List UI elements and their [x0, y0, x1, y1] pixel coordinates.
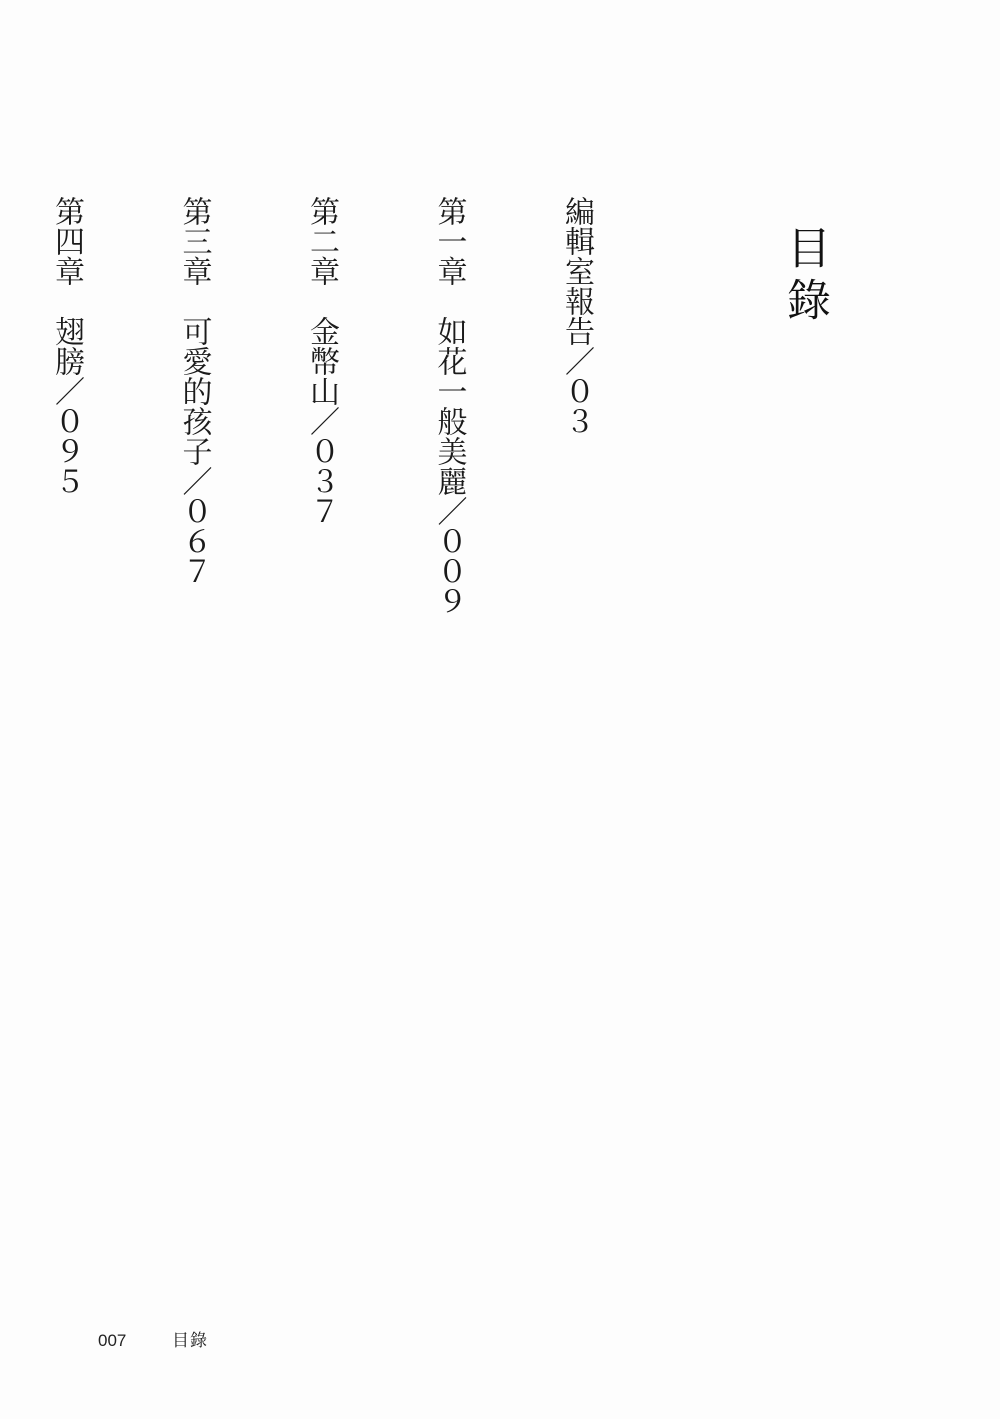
- separator: ／: [431, 496, 467, 526]
- toc-entry-page: ０３: [559, 376, 594, 436]
- page-number: 007: [98, 1331, 127, 1350]
- running-header-section: 目錄: [172, 1331, 208, 1350]
- toc-entry-label: 第三章 可愛的孩子: [176, 196, 212, 466]
- toc-entry: [555, 196, 598, 636]
- toc-entry: [427, 196, 470, 636]
- toc-entry: [300, 196, 343, 636]
- toc-list: [0, 196, 682, 636]
- page-title: 目錄: [779, 225, 830, 329]
- toc-entry: [45, 196, 88, 636]
- separator: ／: [176, 466, 212, 496]
- separator: ／: [559, 346, 594, 376]
- toc-entry-page: ０３７: [304, 436, 339, 526]
- page-footer: [98, 1326, 208, 1351]
- toc-entry-page: ００９: [431, 526, 467, 616]
- separator: ／: [49, 376, 84, 406]
- toc-entry-page: ０９５: [49, 406, 84, 496]
- toc-entry-label: 第四章 翅膀: [49, 196, 84, 376]
- toc-entry-page: ０６７: [176, 496, 212, 586]
- toc-entry-label: 第二章 金幣山: [304, 196, 339, 406]
- toc-entry-label: 第一章 如花一般美麗: [431, 196, 467, 496]
- separator: ／: [304, 406, 339, 436]
- toc-entry-label: 編輯室報告: [559, 196, 594, 346]
- toc-entry: [172, 196, 215, 636]
